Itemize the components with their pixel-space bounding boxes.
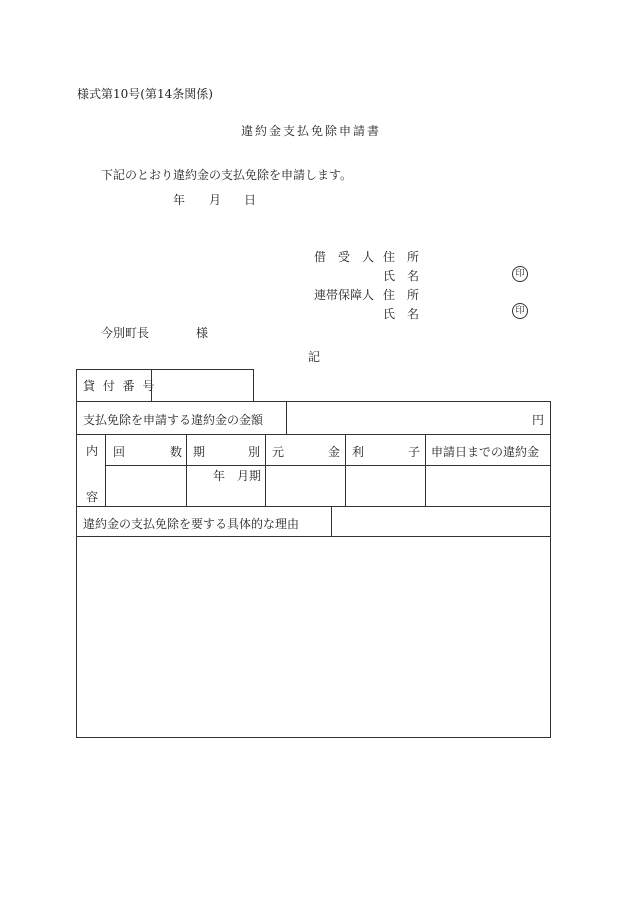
rishi-field[interactable] xyxy=(346,466,424,505)
header-iyakukin: 申請日までの違約金 xyxy=(431,445,540,459)
addressee-name: 今別町長 xyxy=(101,326,150,340)
header-gankin-2: 金 xyxy=(328,445,341,459)
borrower-label: 借 受 人 xyxy=(314,250,375,264)
reason-divider xyxy=(331,506,332,536)
borrower-address-label: 住 所 xyxy=(383,250,420,264)
yen-unit: 円 xyxy=(532,413,545,427)
addressee-honorific: 様 xyxy=(196,326,209,340)
guarantor-label: 連帯保障人 xyxy=(314,288,375,302)
reason-label: 違約金の支払免除を要する具体的な理由 xyxy=(83,517,300,531)
header-kibetsu-1: 期 xyxy=(193,445,206,459)
borrower-name-label: 氏 名 xyxy=(383,269,420,283)
header-rishi-2: 子 xyxy=(408,445,421,459)
guarantor-name-label: 氏 名 xyxy=(383,307,420,321)
header-kai-1: 回 xyxy=(113,445,126,459)
document-title: 違約金支払免除申請書 xyxy=(241,124,382,138)
kai-field[interactable] xyxy=(106,466,185,505)
exemption-amount-label: 支払免除を申請する違約金の金額 xyxy=(83,413,264,427)
iyakukin-field[interactable] xyxy=(426,466,550,505)
loan-number-label: 貸 付 番 号 xyxy=(83,379,157,393)
guarantor-seal-mark: 印 xyxy=(512,303,528,319)
intro-text: 下記のとおり違約金の支払免除を申請します。 xyxy=(101,168,353,182)
header-kibetsu-2: 別 xyxy=(248,445,261,459)
reason-textarea[interactable] xyxy=(77,537,550,737)
header-gankin-1: 元 xyxy=(272,445,285,459)
exemption-amount-field[interactable] xyxy=(287,402,549,433)
row-divider-1 xyxy=(76,434,551,435)
loan-number-field[interactable] xyxy=(152,370,253,401)
date-month-label: 月 xyxy=(209,193,222,207)
period-unit: 年 月期 xyxy=(213,469,262,483)
content-label-top: 内 xyxy=(86,444,99,458)
content-label-bottom: 容 xyxy=(86,490,99,504)
col-divider-1 xyxy=(186,434,187,506)
date-day-label: 日 xyxy=(244,193,257,207)
gankin-field[interactable] xyxy=(266,466,344,505)
row-divider-2 xyxy=(76,506,551,507)
date-year-label: 年 xyxy=(173,193,186,207)
form-number: 様式第10号(第14条関係) xyxy=(77,87,213,101)
guarantor-address-label: 住 所 xyxy=(383,288,420,302)
borrower-seal-mark: 印 xyxy=(512,266,528,282)
ki-heading: 記 xyxy=(308,350,321,364)
header-rishi-1: 利 xyxy=(352,445,365,459)
header-kai-2: 数 xyxy=(170,445,183,459)
